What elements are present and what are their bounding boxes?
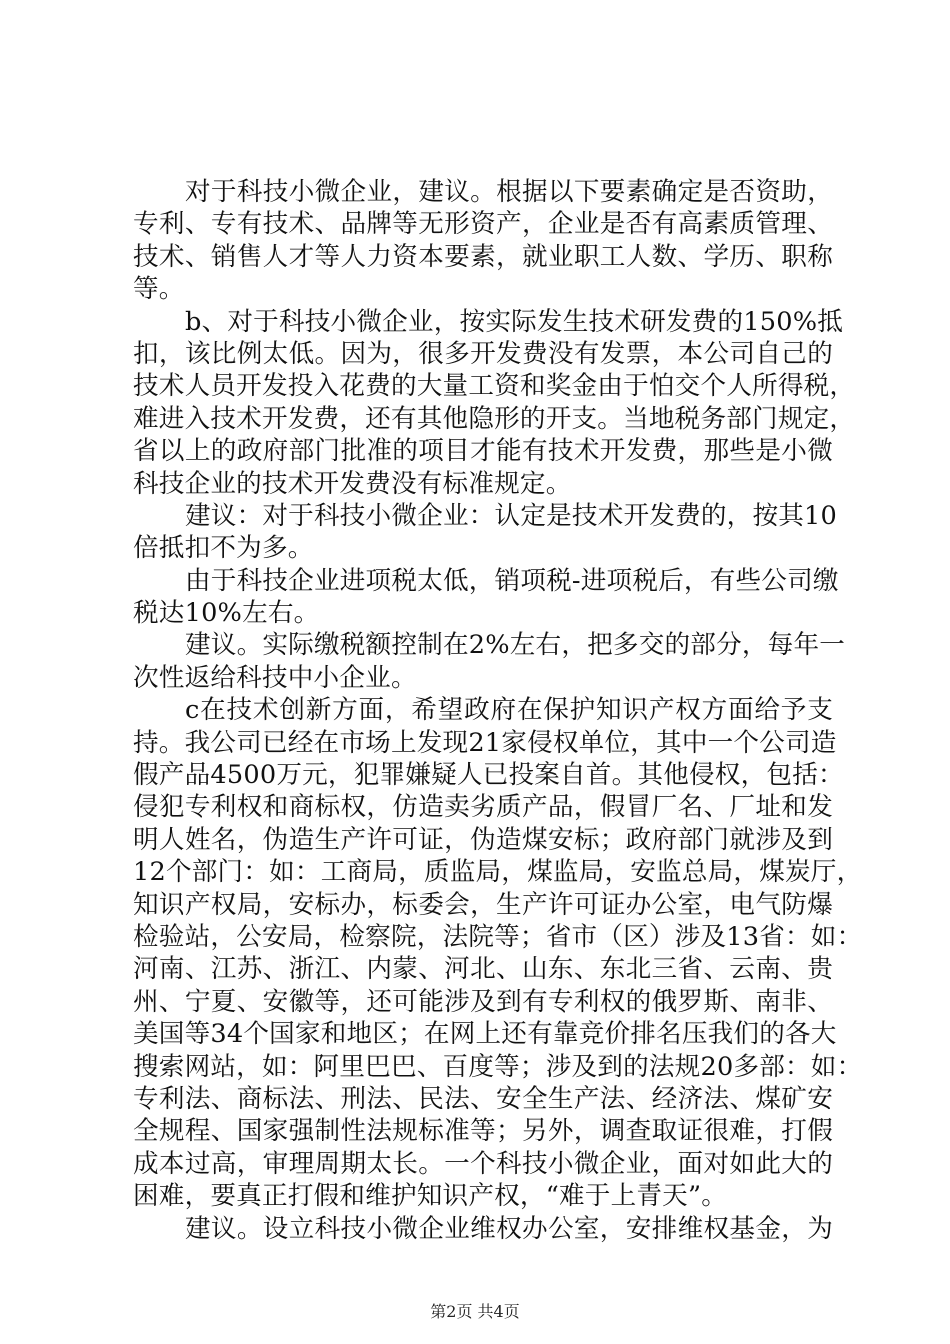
text-line: 科技企业的技术开发费没有标准规定。 (133, 468, 572, 499)
text-line: 税达10%左右。 (133, 598, 320, 629)
text-line: 检验站，公安局，检察院，法院等；省市（区）涉及13省：如： (133, 921, 863, 952)
text-line: c在技术创新方面，希望政府在保护知识产权方面给予支 (185, 695, 833, 726)
text-line: 全规程、国家强制性法规标准等；另外，调查取证很难，打假 (133, 1116, 833, 1147)
text-line: 省以上的政府部门批准的项目才能有技术开发费，那些是小微 (133, 436, 833, 467)
text-line: 12个部门：如：工商局，质监局，煤监局，安监总局，煤炭厅， (133, 857, 863, 888)
text-line: 建议。实际缴税额控制在2%左右，把多交的部分，每年一 (185, 630, 846, 661)
text-line: 搜索网站，如：阿里巴巴、百度等；涉及到的法规20多部：如： (133, 1051, 863, 1082)
text-line: 河南、江苏、浙江、内蒙、河北、山东、东北三省、云南、贵 (133, 954, 833, 985)
text-line: 扣，该比例太低。因为，很多开发费没有发票，本公司自己的 (133, 338, 833, 369)
text-line: 困难，要真正打假和维护知识产权，“难于上青天”。 (133, 1181, 728, 1212)
text-line: 专利法、商标法、刑法、民法、安全生产法、经济法、煤矿安 (133, 1083, 833, 1114)
text-line: 建议。设立科技小微企业维权办公室，安排维权基金，为 (185, 1213, 833, 1244)
text-line: 知识产权局，安标办，标委会，生产许可证办公室，电气防爆 (133, 889, 833, 920)
text-line: 建议：对于科技小微企业：认定是技术开发费的，按其10 (185, 500, 838, 531)
text-line: b、对于科技小微企业，按实际发生技术研发费的150%抵 (185, 306, 844, 337)
text-line: 专利、专有技术、品牌等无形资产，企业是否有高素质管理、 (133, 209, 833, 240)
text-line: 成本过高，审理周期太长。一个科技小微企业，面对如此大的 (133, 1148, 833, 1179)
document-body (133, 176, 863, 1245)
text-line: 等。 (133, 274, 185, 305)
text-line: 持。我公司已经在市场上发现21家侵权单位，其中一个公司造 (133, 727, 837, 758)
text-line: 对于科技小微企业，建议。根据以下要素确定是否资助， (185, 177, 833, 207)
text-line: 难进入技术开发费，还有其他隐形的开支。当地税务部门规定， (133, 403, 856, 434)
text-line: 州、宁夏、安徽等，还可能涉及到有专利权的俄罗斯、南非、 (133, 986, 833, 1017)
text-line: 次性返给科技中小企业。 (133, 662, 417, 693)
text-line: 技术人员开发投入花费的大量工资和奖金由于怕交个人所得税， (133, 371, 856, 402)
page-footer: 第2页 共4页 (430, 1302, 520, 1321)
text-line: 假产品4500万元，犯罪嫌疑人已投案自首。其他侵权，包括： (133, 760, 844, 791)
text-line: 侵犯专利权和商标权，仿造卖劣质产品，假冒厂名、厂址和发 (133, 792, 833, 823)
text-line: 倍抵扣不为多。 (133, 533, 314, 564)
text-line: 美国等34个国家和地区；在网上还有靠竞价排名压我们的各大 (133, 1019, 837, 1050)
text-line: 技术、销售人才等人力资本要素，就业职工人数、学历、职称 (133, 241, 833, 272)
text-line: 明人姓名，伪造生产许可证，伪造煤安标；政府部门就涉及到 (133, 824, 833, 855)
text-line: 由于科技企业进项税太低，销项税-进项税后，有些公司缴 (185, 565, 839, 596)
